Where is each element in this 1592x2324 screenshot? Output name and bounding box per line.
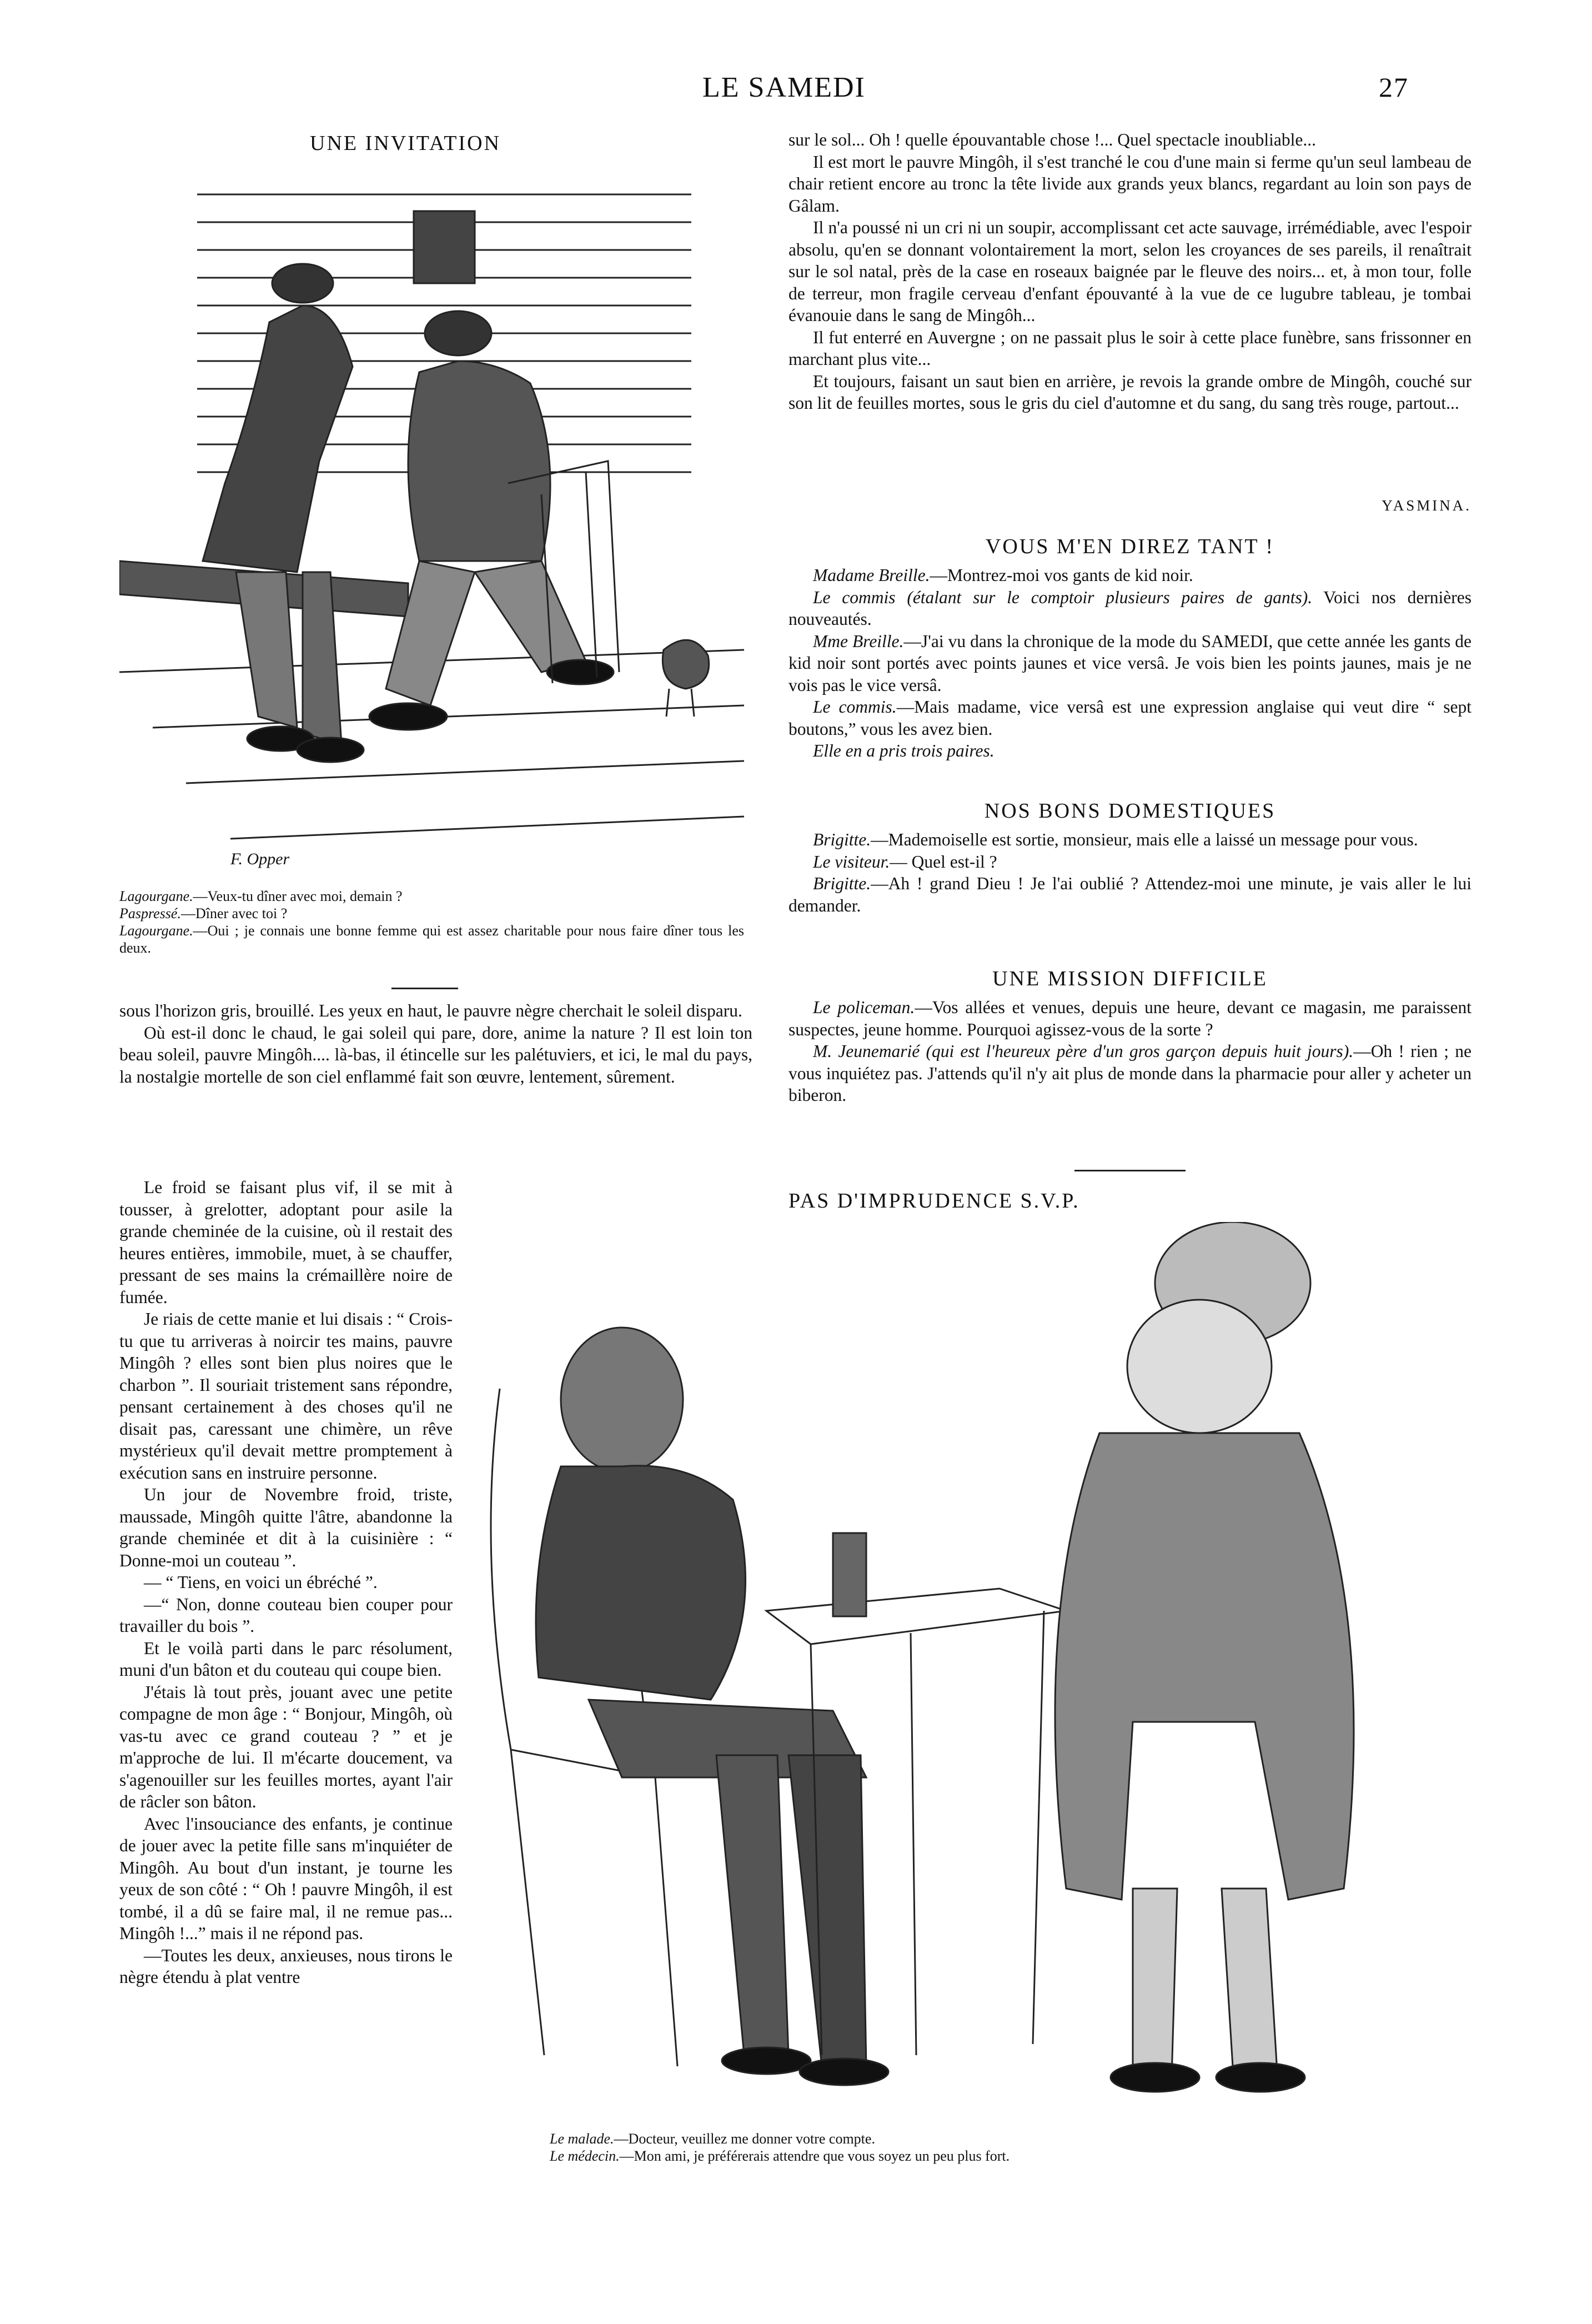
dialogue-speaker: Le visiteur. <box>813 852 890 871</box>
dialogue-speaker: Le commis (étalant sur le comptoir plusieurs paires de gants). <box>813 587 1313 607</box>
page-number: 27 <box>1379 72 1409 103</box>
caption-text: —Oui ; je connais une bonne femme qui est assez charitable pour nous faire dîner tous les deux. <box>119 923 744 956</box>
imprudence-caption <box>550 2130 1383 2165</box>
caption-text: —Dîner avec toi ? <box>180 905 288 921</box>
story-paragraph: —“ Non, donne couteau bien couper pour travailler du bois ”. <box>119 1594 453 1636</box>
story-paragraph: sous l'horizon gris, brouillé. Les yeux en haut, le pauvre nègre cherchait le soleil disparu. <box>119 1001 742 1020</box>
dialogue-speaker: Le policeman. <box>813 998 915 1017</box>
story-left-narrow <box>119 1176 453 1989</box>
story-paragraph: Et le voilà parti dans le parc résolument, muni d'un bâton et du couteau qui coupe bien. <box>119 1638 453 1680</box>
caption-text: —Mon ami, je préférerais attendre que vous soyez un peu plus fort. <box>619 2148 1010 2164</box>
divider <box>391 988 458 989</box>
dialogue-text: —Ah ! grand Dieu ! Je l'ai oublié ? Attendez-moi une minute, je vais aller le lui demander. <box>789 874 1472 915</box>
story-paragraph: Avec l'insouciance des enfants, je continue de jouer avec la petite fille sans m'inquiéter de Mingôh. Au bout d'un instant, je tourne les yeux de son côté : “ Oh ! pauvre Mingôh, il est tombé, il a dû se faire mal, il ne remue pas... Mingôh !...” mais il ne répond pas. <box>119 1814 453 1943</box>
dialogue-speaker: Brigitte. <box>813 874 871 893</box>
dialogue-speaker: Brigitte. <box>813 830 871 849</box>
invitation-drawing <box>119 172 744 880</box>
dialogue-text: —Mademoiselle est sortie, monsieur, mais elle a laissé un message pour vous. <box>871 830 1418 849</box>
story-paragraph: Il fut enterré en Auvergne ; on ne passait plus le soir à cette place funèbre, sans frissonner en marchant plus vite... <box>789 327 1472 369</box>
caption-text: —Veux-tu dîner avec moi, demain ? <box>193 888 403 904</box>
invitation-title: UNE INVITATION <box>310 132 501 155</box>
story-paragraph: sur le sol... Oh ! quelle épouvantable chose !... Quel spectacle inoubliable... <box>789 130 1316 149</box>
caption-text: —Docteur, veuillez me donner votre compte. <box>614 2131 875 2147</box>
dialogue-text: — Quel est-il ? <box>890 852 997 871</box>
dialogue-speaker: Mme Breille. <box>813 631 904 651</box>
dialogue-text: Elle en a pris trois paires. <box>813 741 995 760</box>
imprudence-drawing <box>478 1222 1472 2122</box>
nos-bons-domestiques-text <box>789 829 1472 916</box>
story-paragraph: Le froid se faisant plus vif, il se mit à tousser, à grelotter, adoptant pour asile la grande cheminée de la cuisine, où il restait des heures entières, immobile, muet, à se chauffer, pressant de ses mains la crémaillère noire de fumée. <box>119 1178 453 1307</box>
artist-signature: F. Opper <box>230 850 290 868</box>
divider <box>1074 1170 1186 1171</box>
story-signature: YASMINA. <box>1382 497 1472 514</box>
imprudence-illustration <box>478 1222 1472 2122</box>
story-right <box>789 129 1472 414</box>
dialogue-text: —Vos allées et venues, depuis une heure, devant ce magasin, me paraissent suspectes, jeune homme. Pourquoi agissez-vous de la sorte ? <box>789 998 1472 1039</box>
dialogue-speaker: M. Jeunemarié (qui est l'heureux père d'un gros garçon depuis huit jours). <box>813 1041 1354 1061</box>
nos-bons-domestiques-title: NOS BONS DOMESTIQUES <box>984 799 1276 823</box>
story-paragraph: Il n'a poussé ni un cri ni un soupir, accomplissant cet acte sauvage, irrémédiable, avec l'espoir absolu, qu'en se donnant volontairement la mort, selon les croyances de ses pareils, il renaîtrait sur le sol natal, près de la case en roseaux baignée par le fleuve des noirs... et, à mon tour, folle de terreur, mon fragile cerveau d'enfant épouvanté à la vue de ce lugubre tableau, je tombai évanouie dans le sang de Mingôh... <box>789 218 1472 325</box>
imprudence-title: PAS D'IMPRUDENCE S.V.P. <box>789 1189 1080 1213</box>
story-paragraph: Je riais de cette manie et lui disais : “ Crois-tu que tu arriveras à noircir tes mains, pauvre Mingôh ? elles sont bien plus noires que le charbon ”. Il souriait tristement sans répondre, pensant certainement à des choses qu'il ne disait pas, caressant une chimère, un rêve mystérieux qu'il devait mettre promptement à exécution sans en instruire personne. <box>119 1309 453 1482</box>
dialogue-text: —J'ai vu dans la chronique de la mode du SAMEDI, que cette année les gants de kid noir sont portés avec points jaunes et vice versâ. Je vois bien les points jaunes, mais je ne vois pas le vice versâ. <box>789 631 1472 695</box>
story-paragraph: J'étais là tout près, jouant avec une petite compagne de mon âge : “ Bonjour, Mingôh, où vas-tu avec ce grand couteau ? ” et je m'approche de lui. Il m'écarte doucement, va s'agenouiller sur les feuilles mortes, ayant l'air de râcler son bâton. <box>119 1682 453 1811</box>
mission-difficile-title: UNE MISSION DIFFICILE <box>992 967 1268 990</box>
caption-speaker: Lagourgane. <box>119 923 193 939</box>
story-paragraph: Où est-il donc le chaud, le gai soleil qui pare, dore, anime la nature ? Il est loin ton beau soleil, pauvre Mingôh.... là-bas, il étincelle sur les palétuviers, et ici, le mal du pays, la nostalgie mortelle de son ciel enflammé fait son œuvre, lentement, sûrement. <box>119 1023 752 1086</box>
invitation-illustration <box>119 172 744 880</box>
newspaper-title: LE SAMEDI <box>702 72 866 103</box>
dialogue-speaker: Le commis. <box>813 697 897 717</box>
caption-speaker: Lagourgane. <box>119 888 193 904</box>
caption-speaker: Le malade. <box>550 2131 614 2147</box>
story-left-wide <box>119 1000 752 1088</box>
dialogue-text: Voici nos dernières nouveautés. <box>789 587 1472 629</box>
story-paragraph: Il est mort le pauvre Mingôh, il s'est tranché le cou d'une main si ferme qu'un seul lambeau de chair retient encore au tronc la tête livide aux grands yeux blancs, regardant au loin son pays de Gâlam. <box>789 152 1472 216</box>
caption-speaker: Paspressé. <box>119 905 181 921</box>
story-paragraph: —Toutes les deux, anxieuses, nous tirons le nègre étendu à plat ventre <box>119 1945 453 1987</box>
dialogue-text: —Oh ! rien ; ne vous inquiétez pas. J'attends qu'il n'y ait plus de monde dans la pharmacie pour aller y acheter un biberon. <box>789 1041 1472 1105</box>
story-paragraph: — “ Tiens, en voici un ébréché ”. <box>144 1572 378 1592</box>
caption-speaker: Le médecin. <box>550 2148 620 2164</box>
dialogue-text: —Mais madame, vice versâ est une expression anglaise qui veut dire “ sept boutons,” vous les avez bien. <box>789 697 1472 739</box>
story-paragraph: Un jour de Novembre froid, triste, maussade, Mingôh quitte l'âtre, abandonne la grande cheminée et dit à la cuisinière : “ Donne-moi un couteau ”. <box>119 1485 453 1570</box>
dialogue-speaker: Madame Breille. <box>813 565 930 585</box>
vous-men-direz-text <box>789 564 1472 762</box>
vous-men-direz-title: VOUS M'EN DIREZ TANT ! <box>985 535 1275 558</box>
story-paragraph: Et toujours, faisant un saut bien en arrière, je revois la grande ombre de Mingôh, couché sur son lit de feuilles mortes, sous le gris du ciel d'automne et du sang, du sang très rouge, partout... <box>789 371 1472 413</box>
invitation-caption <box>119 888 744 956</box>
mission-difficile-text <box>789 996 1472 1106</box>
dialogue-text: —Montrez-moi vos gants de kid noir. <box>930 565 1193 585</box>
